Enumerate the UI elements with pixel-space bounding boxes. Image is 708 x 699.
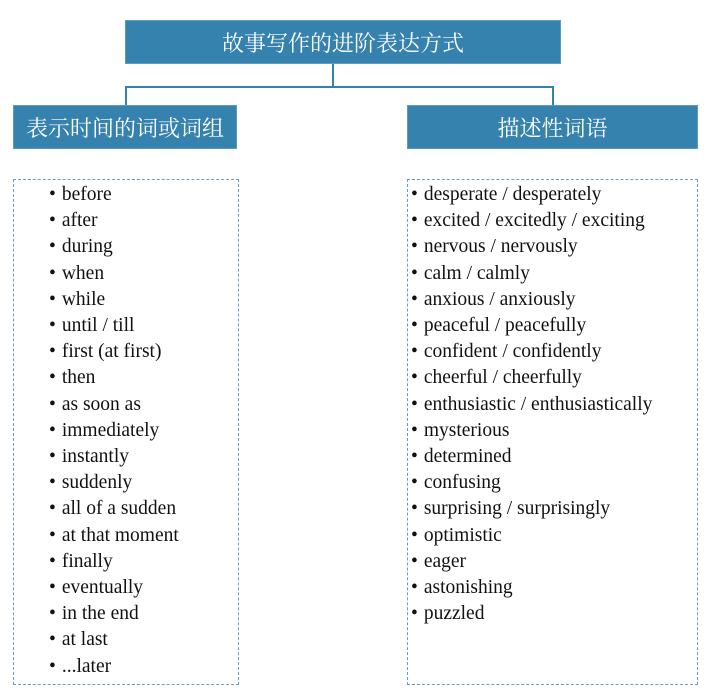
root-title-box: 故事写作的进阶表达方式 xyxy=(125,20,561,64)
list-item: • nervous / nervously xyxy=(411,234,697,260)
list-item: • optimistic xyxy=(411,523,697,549)
list-item: • immediately xyxy=(49,418,238,444)
list-item: • mysterious xyxy=(411,418,697,444)
list-item: • suddenly xyxy=(49,470,238,496)
list-item: • before xyxy=(49,182,238,208)
list-item: • astonishing xyxy=(411,575,697,601)
list-item: • first (at first) xyxy=(49,339,238,365)
list-item: • surprising / surprisingly xyxy=(411,496,697,522)
list-item: • peaceful / peacefully xyxy=(411,313,697,339)
list-item: • until / till xyxy=(49,313,238,339)
list-item: • during xyxy=(49,234,238,260)
connector-horizontal xyxy=(125,86,553,88)
list-item: • puzzled xyxy=(411,601,697,627)
list-item: • confusing xyxy=(411,470,697,496)
list-item: • then xyxy=(49,365,238,391)
time-words-heading: 表示时间的词或词组 xyxy=(13,105,237,149)
list-item: • in the end xyxy=(49,601,238,627)
list-item: • excited / excitedly / exciting xyxy=(411,208,697,234)
list-item: • eventually xyxy=(49,575,238,601)
list-item: • while xyxy=(49,287,238,313)
descriptive-words-heading: 描述性词语 xyxy=(407,105,698,149)
list-item: • cheerful / cheerfully xyxy=(411,365,697,391)
list-item: • ...later xyxy=(49,654,238,680)
list-item: • calm / calmly xyxy=(411,261,697,287)
connector-left xyxy=(125,86,127,105)
list-item: • as soon as xyxy=(49,392,238,418)
time-words-list xyxy=(13,179,239,685)
list-item: • all of a sudden xyxy=(49,496,238,522)
connector-right xyxy=(552,86,554,105)
list-item: • when xyxy=(49,261,238,287)
list-item: • anxious / anxiously xyxy=(411,287,697,313)
list-item: • finally xyxy=(49,549,238,575)
connector-stem xyxy=(332,64,334,86)
list-item: • eager xyxy=(411,549,697,575)
list-item: • enthusiastic / enthusiastically xyxy=(411,392,697,418)
list-item: • determined xyxy=(411,444,697,470)
list-item: • confident / confidently xyxy=(411,339,697,365)
list-item: • after xyxy=(49,208,238,234)
descriptive-words-list xyxy=(407,179,698,685)
list-item: • desperate / desperately xyxy=(411,182,697,208)
list-item: • at that moment xyxy=(49,523,238,549)
list-item: • instantly xyxy=(49,444,238,470)
list-item: • at last xyxy=(49,627,238,653)
